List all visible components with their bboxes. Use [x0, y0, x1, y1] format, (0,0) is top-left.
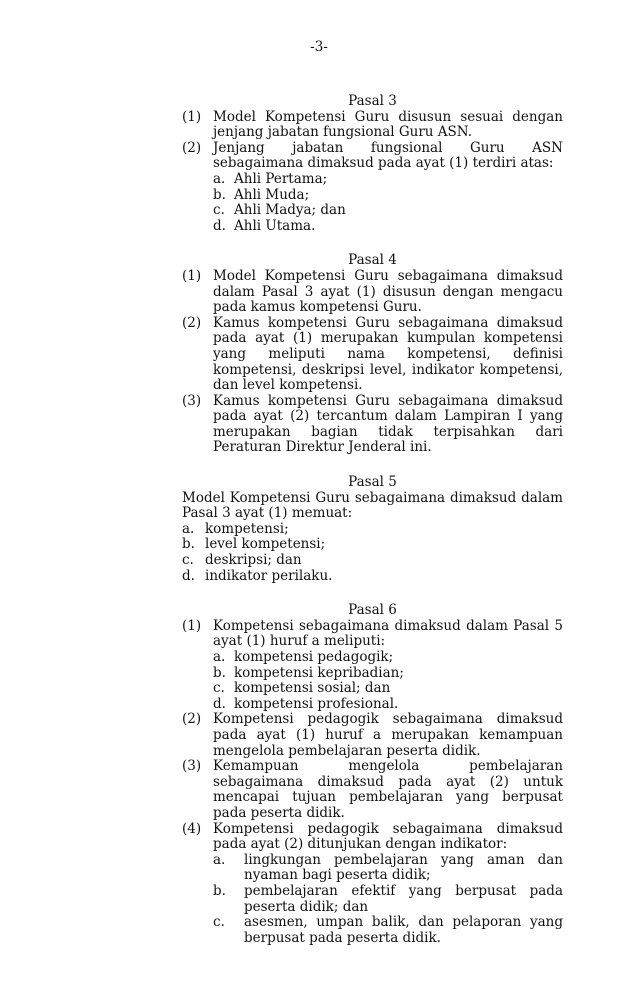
document-body — [182, 94, 563, 965]
pasal-6-item-1 — [182, 619, 563, 650]
item-text: Kamus kompetensi Guru sebagaimana dimaksud pada ayat (1) merupakan kumpulan kompetensi yang meliputi nama kompetensi, definisi kompetensi, deskripsi level, indikator kompetensi, dan level kompetensi. — [213, 314, 563, 394]
list-text: Ahli Muda; — [234, 186, 310, 203]
list-letter: d. — [182, 567, 195, 584]
list-text: kompetensi kepribadian; — [234, 664, 404, 681]
pasal-6-item-4 — [182, 822, 563, 853]
pasal-6-title: Pasal 6 — [348, 602, 397, 619]
list-text: kompetensi; — [205, 520, 289, 537]
list-item — [213, 172, 563, 188]
list-text: indikator perilaku. — [205, 567, 333, 584]
list-text: level kompetensi; — [205, 536, 326, 553]
list-letter: b. — [213, 664, 226, 681]
list-letter: a. — [182, 520, 195, 537]
item-text: Kamus kompetensi Guru sebagaimana dimaksud pada ayat (2) tercantum dalam Lampiran I yang merupakan bagian tidak terpisahkan dari Peraturan Direktur Jenderal ini. — [213, 392, 563, 456]
item-number: (2) — [182, 711, 202, 728]
list-item — [213, 853, 563, 884]
list-item — [182, 553, 563, 569]
list-item — [182, 522, 563, 538]
item-text: Kompetensi pedagogik sebagaimana dimaksud pada ayat (2) ditunjukan dengan indikator: — [213, 820, 563, 853]
pasal-4-title: Pasal 4 — [348, 252, 397, 269]
pasal-5-intro: Model Kompetensi Guru sebagaimana dimaksud dalam Pasal 3 ayat (1) memuat: — [182, 489, 563, 522]
item-number: (1) — [182, 108, 202, 125]
list-text: Ahli Madya; dan — [234, 202, 346, 219]
item-number: (1) — [182, 267, 202, 284]
pasal-5 — [182, 475, 563, 584]
pasal-6-item-3 — [182, 759, 563, 821]
list-text: deskripsi; dan — [205, 552, 302, 569]
list-item — [182, 537, 563, 553]
list-item — [213, 884, 563, 915]
list-letter: a. — [213, 170, 226, 187]
list-letter: c. — [213, 202, 225, 219]
list-item — [213, 915, 563, 946]
page-number: -3- — [310, 39, 328, 55]
list-letter: c. — [213, 680, 225, 697]
list-item — [182, 569, 563, 585]
list-letter: b. — [213, 186, 226, 203]
item-text: Kemampuan mengelola pembelajaran sebagaimana dimaksud pada ayat (2) untuk mencapai tujuan pembelajaran yang berpusat pada peserta didik. — [213, 758, 563, 821]
pasal-4-item-3 — [182, 394, 563, 456]
list-item — [213, 650, 563, 666]
list-item — [213, 188, 563, 204]
list-item — [213, 681, 563, 697]
item-number: (2) — [182, 314, 202, 331]
list-text: kompetensi sosial; dan — [234, 680, 391, 697]
list-item — [213, 219, 563, 235]
item-number: (3) — [182, 392, 202, 409]
pasal-6 — [182, 603, 563, 946]
list-letter: b. — [182, 536, 195, 553]
list-text: lingkungan pembelajaran yang aman dan nyaman bagi peserta didik; — [244, 851, 563, 884]
pasal-5-title: Pasal 5 — [348, 474, 397, 491]
list-letter: d. — [213, 217, 226, 234]
list-text: kompetensi pedagogik; — [234, 649, 394, 665]
item-text: Jenjang jabatan fungsional Guru ASN sebagaimana dimaksud pada ayat (1) terdiri atas: — [213, 139, 563, 172]
list-text: asesmen, umpan balik, dan pelaporan yang berpusat pada peserta didik. — [244, 914, 563, 946]
pasal-3 — [182, 94, 563, 234]
list-item — [213, 697, 563, 713]
item-text: Kompetensi sebagaimana dimaksud dalam Pasal 5 ayat (1) huruf a meliputi: — [213, 617, 563, 650]
item-number: (2) — [182, 139, 202, 156]
list-text: kompetensi profesional. — [234, 695, 399, 712]
pasal-4-item-2 — [182, 316, 563, 394]
pasal-6-item-2 — [182, 712, 563, 759]
list-text: Ahli Utama. — [234, 217, 316, 234]
list-item — [213, 203, 563, 219]
list-letter: b. — [213, 882, 226, 899]
pasal-4 — [182, 253, 563, 456]
list-letter: a. — [213, 649, 226, 665]
list-letter: c. — [182, 552, 194, 569]
item-text: Kompetensi pedagogik sebagaimana dimaksud pada ayat (1) huruf a merupakan kemampuan mengelola pembelajaran peserta didik. — [213, 711, 563, 759]
pasal-4-item-1 — [182, 269, 563, 316]
pasal-3-item-2 — [182, 141, 563, 172]
list-letter: d. — [213, 695, 226, 712]
list-text: Ahli Pertama; — [234, 170, 328, 187]
item-number: (4) — [182, 820, 202, 837]
item-number: (3) — [182, 758, 202, 775]
pasal-3-title: Pasal 3 — [348, 93, 397, 109]
list-letter: c. — [213, 914, 225, 931]
list-letter: a. — [213, 851, 226, 868]
item-number: (1) — [182, 617, 202, 634]
item-text: Model Kompetensi Guru sebagaimana dimaksud dalam Pasal 3 ayat (1) disusun dengan mengacu pada kamus kompetensi Guru. — [213, 267, 563, 316]
pasal-3-item-1 — [182, 110, 563, 141]
list-text: pembelajaran efektif yang berpusat pada peserta didik; dan — [244, 882, 563, 915]
list-item — [213, 666, 563, 682]
item-text: Model Kompetensi Guru disusun sesuai dengan jenjang jabatan fungsional Guru ASN. — [213, 108, 563, 141]
